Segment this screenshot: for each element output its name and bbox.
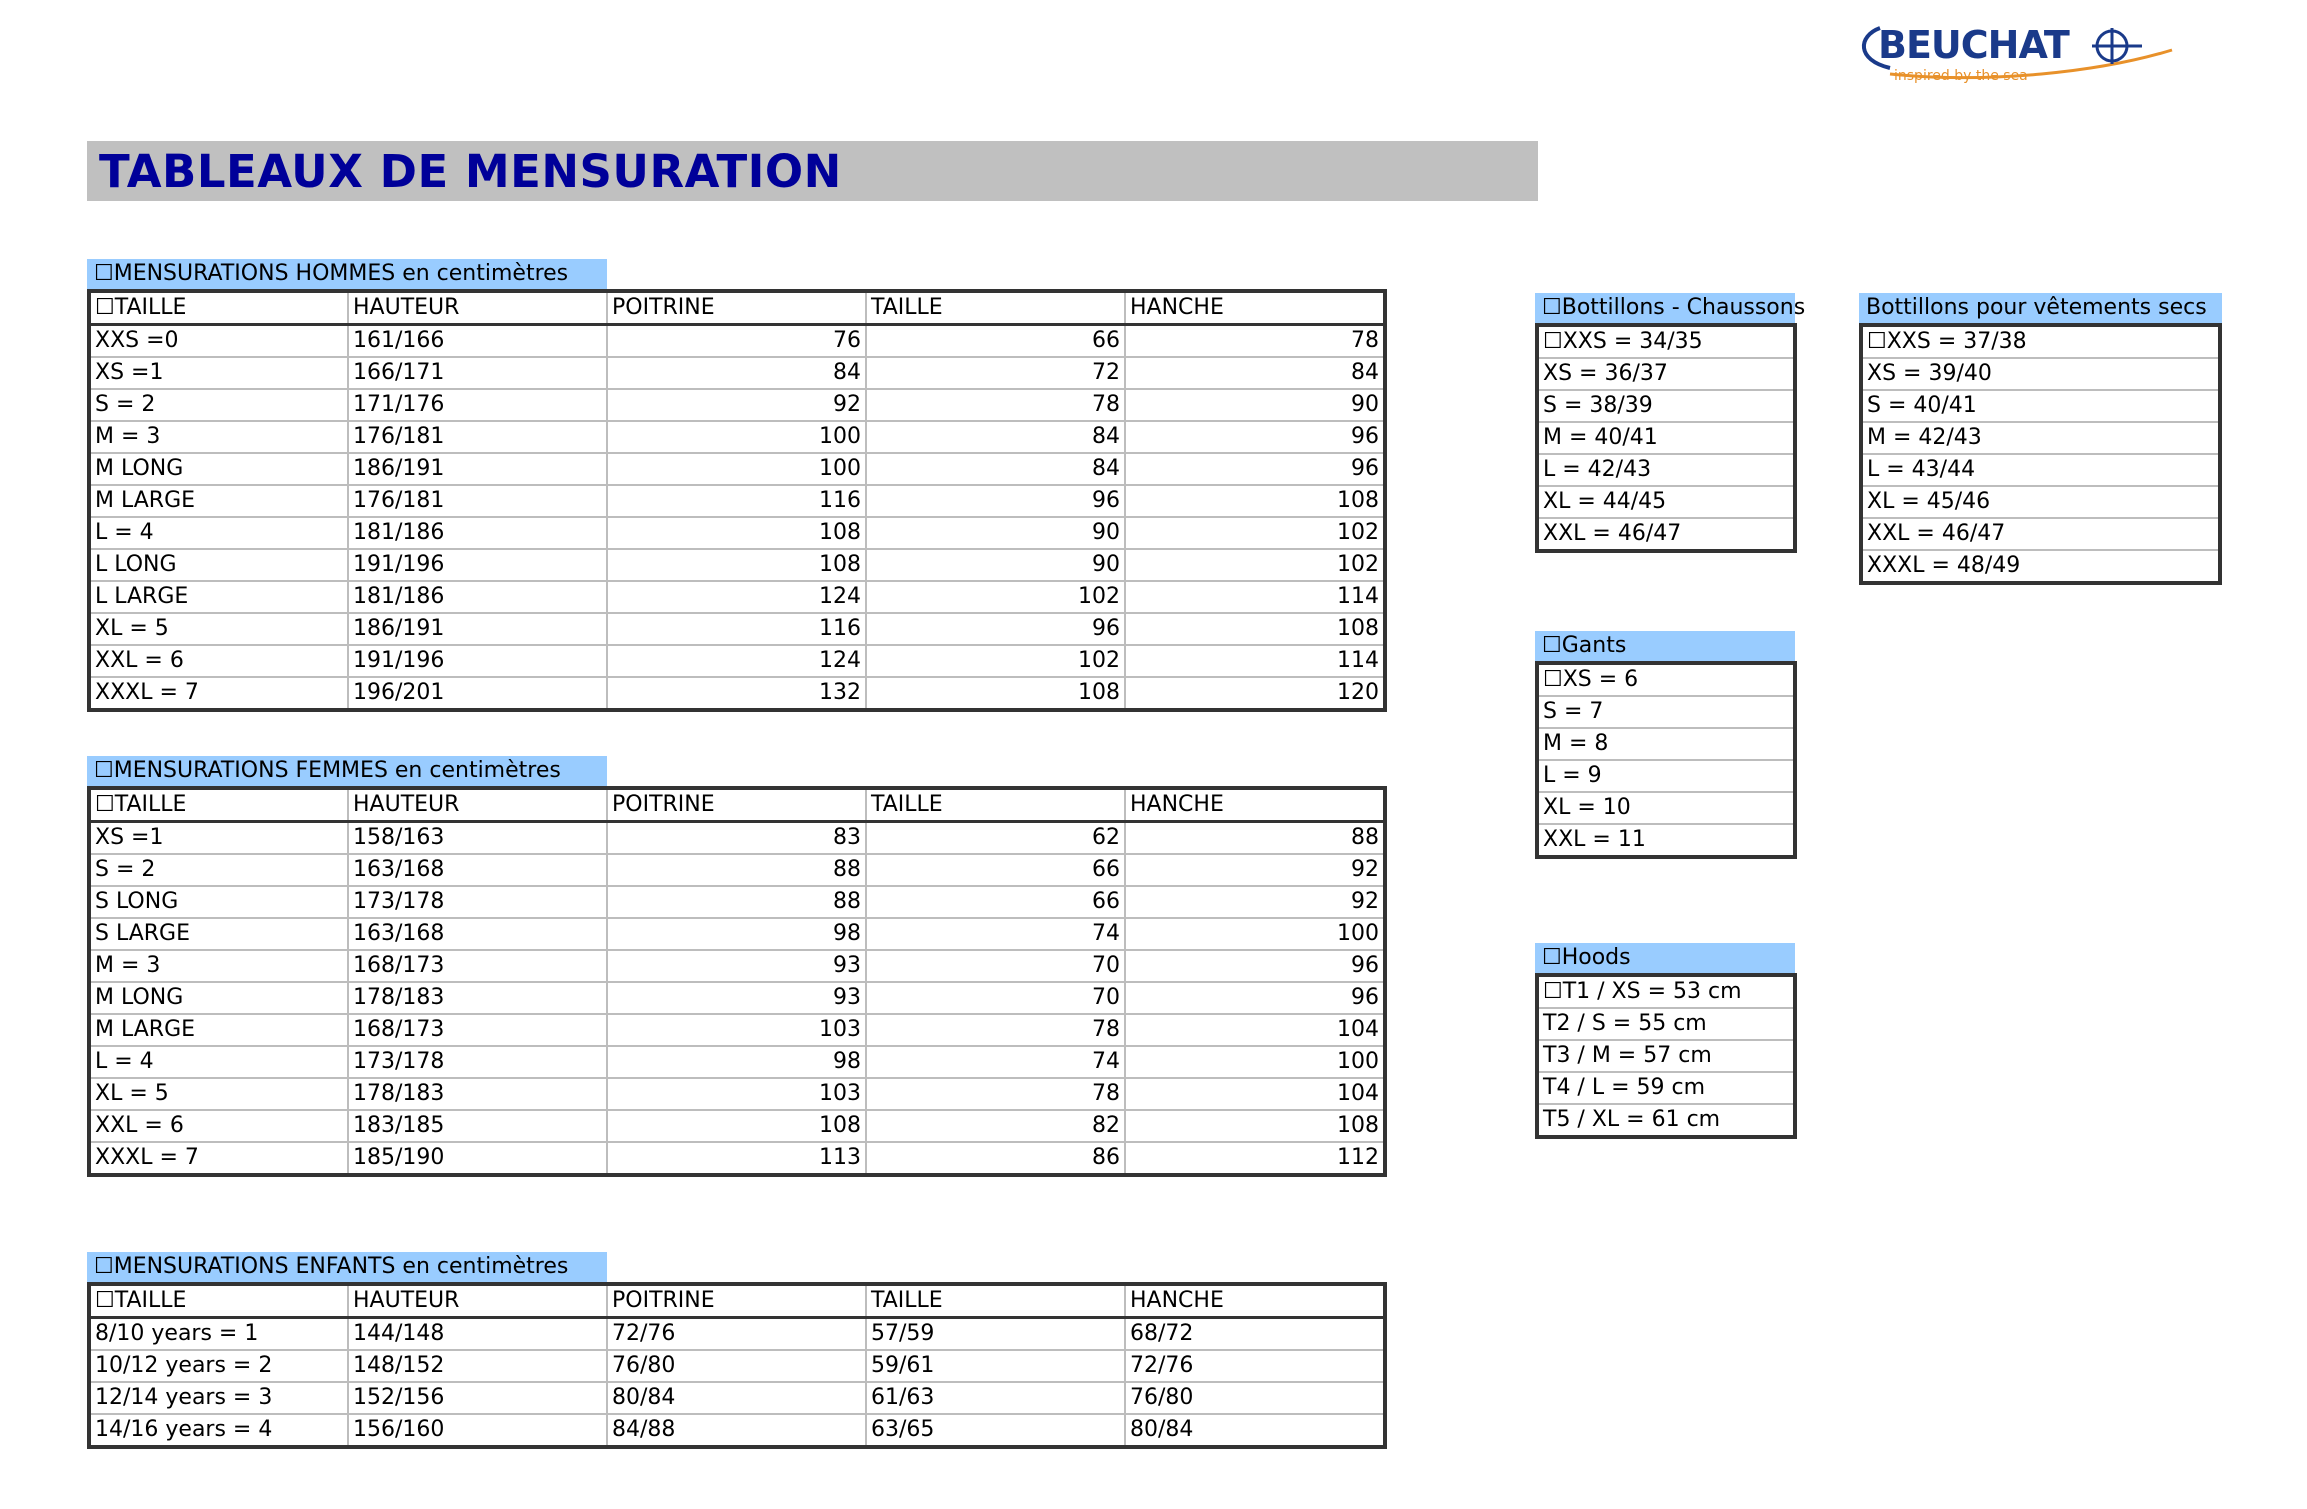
- table-cell: 171/176: [348, 389, 607, 421]
- column-header: TAILLE: [866, 788, 1125, 822]
- size-cell: T5 / XL = 61 cm: [1537, 1104, 1795, 1137]
- page-title: TABLEAUX DE MENSURATION: [87, 141, 1538, 201]
- table-row: [89, 485, 1385, 517]
- table-cell: 12/14 years = 3: [89, 1382, 348, 1414]
- table-row: [89, 1318, 1385, 1351]
- table-cell: 84/88: [607, 1414, 866, 1447]
- table-cell: 108: [607, 517, 866, 549]
- table-cell: 102: [1125, 517, 1385, 549]
- size-cell: S = 7: [1537, 696, 1795, 728]
- list-item: [1537, 518, 1795, 551]
- table-cell: 168/173: [348, 950, 607, 982]
- table-cell: 181/186: [348, 581, 607, 613]
- table-cell: M = 3: [89, 421, 348, 453]
- table-bottillons: [1535, 323, 1797, 553]
- table-cell: 92: [1125, 854, 1385, 886]
- column-header: HAUTEUR: [348, 1284, 607, 1318]
- beuchat-logo: [1850, 14, 2180, 86]
- table-cell: 186/191: [348, 613, 607, 645]
- list-item: [1537, 728, 1795, 760]
- table-row: [89, 1382, 1385, 1414]
- table-cell: 76/80: [607, 1350, 866, 1382]
- list-item: [1861, 518, 2220, 550]
- table-cell: 176/181: [348, 421, 607, 453]
- table-bottillons-secs: [1859, 323, 2222, 585]
- table-row: [89, 549, 1385, 581]
- section-title-bottillons: ☐Bottillons - Chaussons: [1535, 293, 1795, 323]
- table-cell: 59/61: [866, 1350, 1125, 1382]
- size-cell: XXL = 11: [1537, 824, 1795, 857]
- table-cell: 78: [866, 1078, 1125, 1110]
- table-cell: 80/84: [607, 1382, 866, 1414]
- column-header: ☐TAILLE: [89, 291, 348, 325]
- table-cell: 88: [607, 854, 866, 886]
- column-header: HANCHE: [1125, 788, 1385, 822]
- table-cell: 100: [607, 453, 866, 485]
- column-header: HANCHE: [1125, 291, 1385, 325]
- section-title-hoods: ☐Hoods: [1535, 943, 1795, 973]
- table-cell: 114: [1125, 581, 1385, 613]
- table-cell: 108: [866, 677, 1125, 710]
- column-header: HAUTEUR: [348, 788, 607, 822]
- size-cell: XS = 36/37: [1537, 358, 1795, 390]
- logo-tagline: inspired by the sea: [1894, 68, 2028, 84]
- table-cell: 93: [607, 950, 866, 982]
- table-cell: 88: [607, 886, 866, 918]
- table-cell: M LARGE: [89, 485, 348, 517]
- table-row: [89, 517, 1385, 549]
- table-row: [89, 854, 1385, 886]
- table-row: [89, 1046, 1385, 1078]
- table-row: [89, 1414, 1385, 1447]
- table-cell: S LARGE: [89, 918, 348, 950]
- table-row: [89, 645, 1385, 677]
- table-cell: 176/181: [348, 485, 607, 517]
- table-cell: 100: [1125, 1046, 1385, 1078]
- section-title-enfants: ☐MENSURATIONS ENFANTS en centimètres: [87, 1252, 607, 1282]
- table-cell: S LONG: [89, 886, 348, 918]
- table-cell: 84: [607, 357, 866, 389]
- table-cell: XXL = 6: [89, 645, 348, 677]
- table-cell: 10/12 years = 2: [89, 1350, 348, 1382]
- table-cell: 120: [1125, 677, 1385, 710]
- table-cell: 108: [607, 1110, 866, 1142]
- table-cell: XL = 5: [89, 613, 348, 645]
- column-header: POITRINE: [607, 1284, 866, 1318]
- list-item: [1537, 1104, 1795, 1137]
- table-row: [89, 389, 1385, 421]
- table-cell: 102: [866, 645, 1125, 677]
- table-row: [89, 982, 1385, 1014]
- section-title-bottillons-secs: Bottillons pour vêtements secs: [1859, 293, 2222, 323]
- size-cell: XXXL = 48/49: [1861, 550, 2220, 583]
- list-item: [1537, 486, 1795, 518]
- table-cell: 173/178: [348, 1046, 607, 1078]
- table-cell: 108: [1125, 1110, 1385, 1142]
- table-cell: 196/201: [348, 677, 607, 710]
- table-cell: 163/168: [348, 918, 607, 950]
- size-cell: ☐XS = 6: [1537, 663, 1795, 696]
- table-enfants: [87, 1282, 1387, 1449]
- table-cell: S = 2: [89, 854, 348, 886]
- table-cell: 96: [866, 613, 1125, 645]
- list-item: [1537, 325, 1795, 358]
- table-cell: 83: [607, 822, 866, 855]
- table-cell: 181/186: [348, 517, 607, 549]
- table-cell: XL = 5: [89, 1078, 348, 1110]
- table-cell: 166/171: [348, 357, 607, 389]
- table-cell: 104: [1125, 1078, 1385, 1110]
- table-cell: 98: [607, 1046, 866, 1078]
- table-cell: 108: [1125, 485, 1385, 517]
- table-cell: 104: [1125, 1014, 1385, 1046]
- table-cell: 152/156: [348, 1382, 607, 1414]
- table-cell: XS =1: [89, 357, 348, 389]
- size-cell: XXL = 46/47: [1537, 518, 1795, 551]
- list-item: [1861, 486, 2220, 518]
- table-femmes: [87, 786, 1387, 1177]
- size-cell: ☐XXS = 37/38: [1861, 325, 2220, 358]
- size-cell: M = 40/41: [1537, 422, 1795, 454]
- table-header-row: [89, 788, 1385, 822]
- column-header: ☐TAILLE: [89, 788, 348, 822]
- table-cell: M LONG: [89, 982, 348, 1014]
- table-cell: M = 3: [89, 950, 348, 982]
- table-cell: 74: [866, 918, 1125, 950]
- size-cell: M = 42/43: [1861, 422, 2220, 454]
- table-row: [89, 613, 1385, 645]
- list-item: [1537, 1072, 1795, 1104]
- table-cell: L = 4: [89, 1046, 348, 1078]
- table-cell: 14/16 years = 4: [89, 1414, 348, 1447]
- table-cell: 96: [866, 485, 1125, 517]
- list-item: [1537, 422, 1795, 454]
- table-cell: 191/196: [348, 645, 607, 677]
- size-cell: L = 42/43: [1537, 454, 1795, 486]
- table-cell: 90: [1125, 389, 1385, 421]
- list-item: [1537, 975, 1795, 1008]
- table-row: [89, 950, 1385, 982]
- list-item: [1537, 454, 1795, 486]
- table-cell: 173/178: [348, 886, 607, 918]
- table-cell: 72/76: [1125, 1350, 1385, 1382]
- table-cell: 78: [866, 1014, 1125, 1046]
- logo-brand: BEUCHAT: [1878, 23, 2069, 67]
- table-cell: 108: [607, 549, 866, 581]
- table-cell: 84: [866, 421, 1125, 453]
- table-cell: 72: [866, 357, 1125, 389]
- table-row: [89, 822, 1385, 855]
- table-cell: 96: [1125, 453, 1385, 485]
- table-cell: 78: [866, 389, 1125, 421]
- size-cell: XL = 45/46: [1861, 486, 2220, 518]
- table-cell: XXL = 6: [89, 1110, 348, 1142]
- table-header-row: [89, 291, 1385, 325]
- table-cell: 80/84: [1125, 1414, 1385, 1447]
- table-cell: 88: [1125, 822, 1385, 855]
- table-cell: 168/173: [348, 1014, 607, 1046]
- table-cell: L LARGE: [89, 581, 348, 613]
- table-cell: 98: [607, 918, 866, 950]
- column-header: POITRINE: [607, 291, 866, 325]
- size-cell: L = 9: [1537, 760, 1795, 792]
- table-cell: 68/72: [1125, 1318, 1385, 1351]
- list-item: [1537, 663, 1795, 696]
- list-item: [1861, 422, 2220, 454]
- table-row: [89, 453, 1385, 485]
- table-cell: 96: [1125, 950, 1385, 982]
- table-cell: 103: [607, 1014, 866, 1046]
- table-cell: 61/63: [866, 1382, 1125, 1414]
- table-cell: 70: [866, 982, 1125, 1014]
- table-cell: 76/80: [1125, 1382, 1385, 1414]
- size-cell: T4 / L = 59 cm: [1537, 1072, 1795, 1104]
- size-cell: S = 40/41: [1861, 390, 2220, 422]
- table-row: [89, 1014, 1385, 1046]
- table-row: [89, 1142, 1385, 1175]
- table-cell: 90: [866, 549, 1125, 581]
- table-cell: 102: [1125, 549, 1385, 581]
- list-item: [1861, 390, 2220, 422]
- table-row: [89, 421, 1385, 453]
- column-header: TAILLE: [866, 1284, 1125, 1318]
- table-cell: 100: [1125, 918, 1385, 950]
- table-cell: 84: [866, 453, 1125, 485]
- size-cell: XL = 44/45: [1537, 486, 1795, 518]
- table-cell: 124: [607, 581, 866, 613]
- size-cell: XL = 10: [1537, 792, 1795, 824]
- size-cell: XS = 39/40: [1861, 358, 2220, 390]
- table-cell: 74: [866, 1046, 1125, 1078]
- table-cell: 116: [607, 485, 866, 517]
- table-cell: 178/183: [348, 1078, 607, 1110]
- column-header: ☐TAILLE: [89, 1284, 348, 1318]
- table-cell: 92: [1125, 886, 1385, 918]
- table-cell: 96: [1125, 982, 1385, 1014]
- section-title-hommes: ☐MENSURATIONS HOMMES en centimètres: [87, 259, 607, 289]
- table-row: [89, 886, 1385, 918]
- table-row: [89, 1078, 1385, 1110]
- list-item: [1861, 325, 2220, 358]
- table-cell: 183/185: [348, 1110, 607, 1142]
- table-row: [89, 918, 1385, 950]
- table-cell: 113: [607, 1142, 866, 1175]
- column-header: HAUTEUR: [348, 291, 607, 325]
- table-cell: 132: [607, 677, 866, 710]
- table-cell: 148/152: [348, 1350, 607, 1382]
- size-cell: S = 38/39: [1537, 390, 1795, 422]
- table-cell: 66: [866, 854, 1125, 886]
- table-row: [89, 677, 1385, 710]
- table-row: [89, 1350, 1385, 1382]
- table-row: [89, 357, 1385, 389]
- size-cell: XXL = 46/47: [1861, 518, 2220, 550]
- table-cell: 102: [866, 581, 1125, 613]
- size-cell: T2 / S = 55 cm: [1537, 1008, 1795, 1040]
- table-cell: 86: [866, 1142, 1125, 1175]
- table-cell: M LARGE: [89, 1014, 348, 1046]
- table-cell: 84: [1125, 357, 1385, 389]
- table-gants: [1535, 661, 1797, 859]
- table-cell: XXS =0: [89, 325, 348, 358]
- table-cell: XXXL = 7: [89, 677, 348, 710]
- table-hommes: [87, 289, 1387, 712]
- table-cell: 112: [1125, 1142, 1385, 1175]
- table-cell: 191/196: [348, 549, 607, 581]
- table-cell: 100: [607, 421, 866, 453]
- table-cell: 156/160: [348, 1414, 607, 1447]
- size-cell: ☐XXS = 34/35: [1537, 325, 1795, 358]
- column-header: POITRINE: [607, 788, 866, 822]
- column-header: TAILLE: [866, 291, 1125, 325]
- table-cell: 57/59: [866, 1318, 1125, 1351]
- table-cell: 92: [607, 389, 866, 421]
- table-cell: 124: [607, 645, 866, 677]
- table-cell: 66: [866, 325, 1125, 358]
- table-row: [89, 1110, 1385, 1142]
- table-cell: 161/166: [348, 325, 607, 358]
- table-cell: L LONG: [89, 549, 348, 581]
- size-cell: ☐T1 / XS = 53 cm: [1537, 975, 1795, 1008]
- table-cell: 178/183: [348, 982, 607, 1014]
- table-cell: 114: [1125, 645, 1385, 677]
- table-cell: 70: [866, 950, 1125, 982]
- list-item: [1537, 792, 1795, 824]
- table-header-row: [89, 1284, 1385, 1318]
- list-item: [1537, 824, 1795, 857]
- table-cell: 62: [866, 822, 1125, 855]
- table-cell: 186/191: [348, 453, 607, 485]
- table-cell: 185/190: [348, 1142, 607, 1175]
- table-cell: M LONG: [89, 453, 348, 485]
- table-cell: 82: [866, 1110, 1125, 1142]
- list-item: [1537, 760, 1795, 792]
- table-cell: 158/163: [348, 822, 607, 855]
- table-cell: 144/148: [348, 1318, 607, 1351]
- table-cell: 103: [607, 1078, 866, 1110]
- table-cell: L = 4: [89, 517, 348, 549]
- list-item: [1861, 454, 2220, 486]
- table-cell: 163/168: [348, 854, 607, 886]
- table-cell: 116: [607, 613, 866, 645]
- list-item: [1861, 358, 2220, 390]
- column-header: HANCHE: [1125, 1284, 1385, 1318]
- table-cell: 66: [866, 886, 1125, 918]
- table-cell: 93: [607, 982, 866, 1014]
- list-item: [1537, 696, 1795, 728]
- table-row: [89, 581, 1385, 613]
- table-cell: 108: [1125, 613, 1385, 645]
- table-cell: 72/76: [607, 1318, 866, 1351]
- list-item: [1537, 358, 1795, 390]
- table-cell: 76: [607, 325, 866, 358]
- list-item: [1537, 390, 1795, 422]
- size-cell: T3 / M = 57 cm: [1537, 1040, 1795, 1072]
- table-cell: XS =1: [89, 822, 348, 855]
- list-item: [1537, 1008, 1795, 1040]
- table-cell: 78: [1125, 325, 1385, 358]
- table-row: [89, 325, 1385, 358]
- table-cell: 96: [1125, 421, 1385, 453]
- table-cell: S = 2: [89, 389, 348, 421]
- table-hoods: [1535, 973, 1797, 1139]
- table-cell: 8/10 years = 1: [89, 1318, 348, 1351]
- section-title-femmes: ☐MENSURATIONS FEMMES en centimètres: [87, 756, 607, 786]
- list-item: [1537, 1040, 1795, 1072]
- size-cell: M = 8: [1537, 728, 1795, 760]
- table-cell: XXXL = 7: [89, 1142, 348, 1175]
- table-cell: 90: [866, 517, 1125, 549]
- size-cell: L = 43/44: [1861, 454, 2220, 486]
- section-title-gants: ☐Gants: [1535, 631, 1795, 661]
- table-cell: 63/65: [866, 1414, 1125, 1447]
- list-item: [1861, 550, 2220, 583]
